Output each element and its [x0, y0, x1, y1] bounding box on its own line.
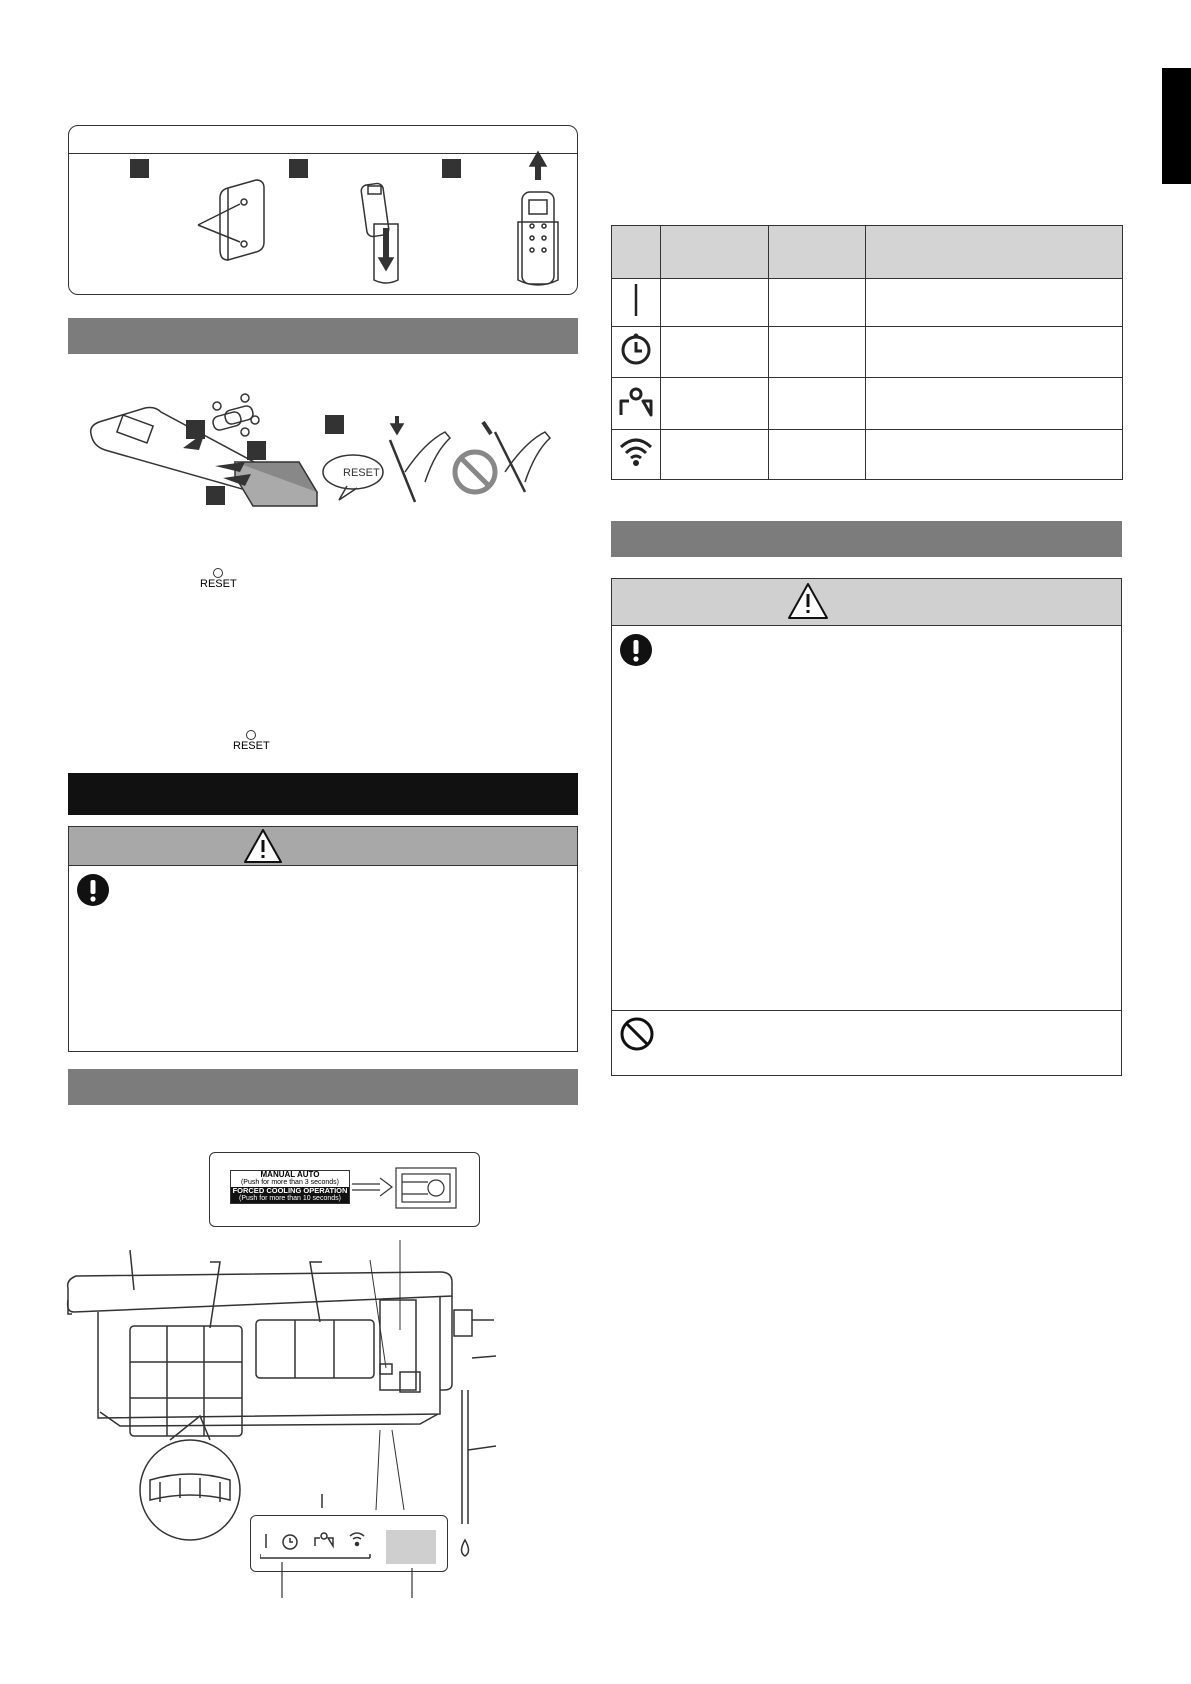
table-icon-cell — [612, 279, 661, 327]
economy-icon — [617, 383, 655, 419]
table-header-cell — [866, 226, 1123, 279]
manual-auto-label: MANUAL AUTO (Push for more than 3 seconds) FORCED COOLING OPERATION (Push for more than 10 seconds) — [230, 1170, 350, 1204]
mandatory-icon-right — [619, 633, 653, 667]
step-marker-reset — [325, 415, 344, 434]
warning-triangle-icon — [243, 828, 283, 864]
warning-header — [69, 827, 577, 866]
table-cell — [769, 429, 866, 479]
table-cell — [866, 377, 1123, 429]
table-cell — [661, 279, 769, 327]
step-marker-battery-2 — [247, 441, 266, 460]
manual-auto-arrow-button — [350, 1162, 460, 1212]
warning-divider-right — [612, 1010, 1121, 1011]
table-row — [612, 429, 1123, 479]
table-header-cell — [612, 226, 661, 279]
step-marker-battery-3 — [206, 486, 225, 505]
warning-box-left — [68, 826, 578, 1052]
table-cell — [769, 279, 866, 327]
section-bar-right — [611, 521, 1122, 557]
remote-holder-illustrations — [68, 150, 578, 290]
table-row — [612, 377, 1123, 429]
table-icon-cell — [612, 327, 661, 377]
table-cell — [661, 327, 769, 377]
section-bar-indoor-unit — [68, 1069, 578, 1105]
remote-remove-icon — [518, 152, 558, 285]
table-header-cell — [769, 226, 866, 279]
reset-button-icon-1: RESET — [200, 568, 236, 590]
warning-header-right — [612, 579, 1121, 626]
table-header-row — [612, 226, 1123, 279]
table-cell — [769, 327, 866, 377]
table-row — [612, 279, 1123, 327]
warning-box-right — [611, 578, 1122, 1076]
reset-oval-label: RESET — [343, 467, 380, 479]
warning-triangle-icon-right — [787, 582, 829, 620]
indicator-table — [611, 225, 1123, 480]
table-cell — [866, 279, 1123, 327]
timer-icon — [618, 331, 654, 367]
battery-reset-illustration — [85, 392, 565, 522]
indicator-label-lines — [270, 1558, 430, 1598]
table-cell — [769, 377, 866, 429]
table-cell — [866, 327, 1123, 377]
table-cell — [661, 377, 769, 429]
operation-bar-icon — [626, 282, 646, 318]
holder-icon — [198, 180, 264, 260]
step-marker-battery-1 — [186, 420, 205, 439]
remote-insert-icon — [360, 183, 398, 283]
table-header-cell — [661, 226, 769, 279]
section-bar-maintenance — [68, 773, 578, 815]
table-icon-cell — [612, 377, 661, 429]
table-cell — [661, 429, 769, 479]
table-row — [612, 327, 1123, 377]
wifi-icon — [618, 435, 654, 469]
prohibited-icon-right — [619, 1016, 655, 1052]
language-tab — [1162, 68, 1191, 184]
mandatory-icon — [76, 873, 110, 907]
table-cell — [866, 429, 1123, 479]
section-bar-battery — [68, 318, 578, 354]
reset-button-icon-2: RESET — [233, 730, 269, 752]
table-icon-cell — [612, 429, 661, 479]
